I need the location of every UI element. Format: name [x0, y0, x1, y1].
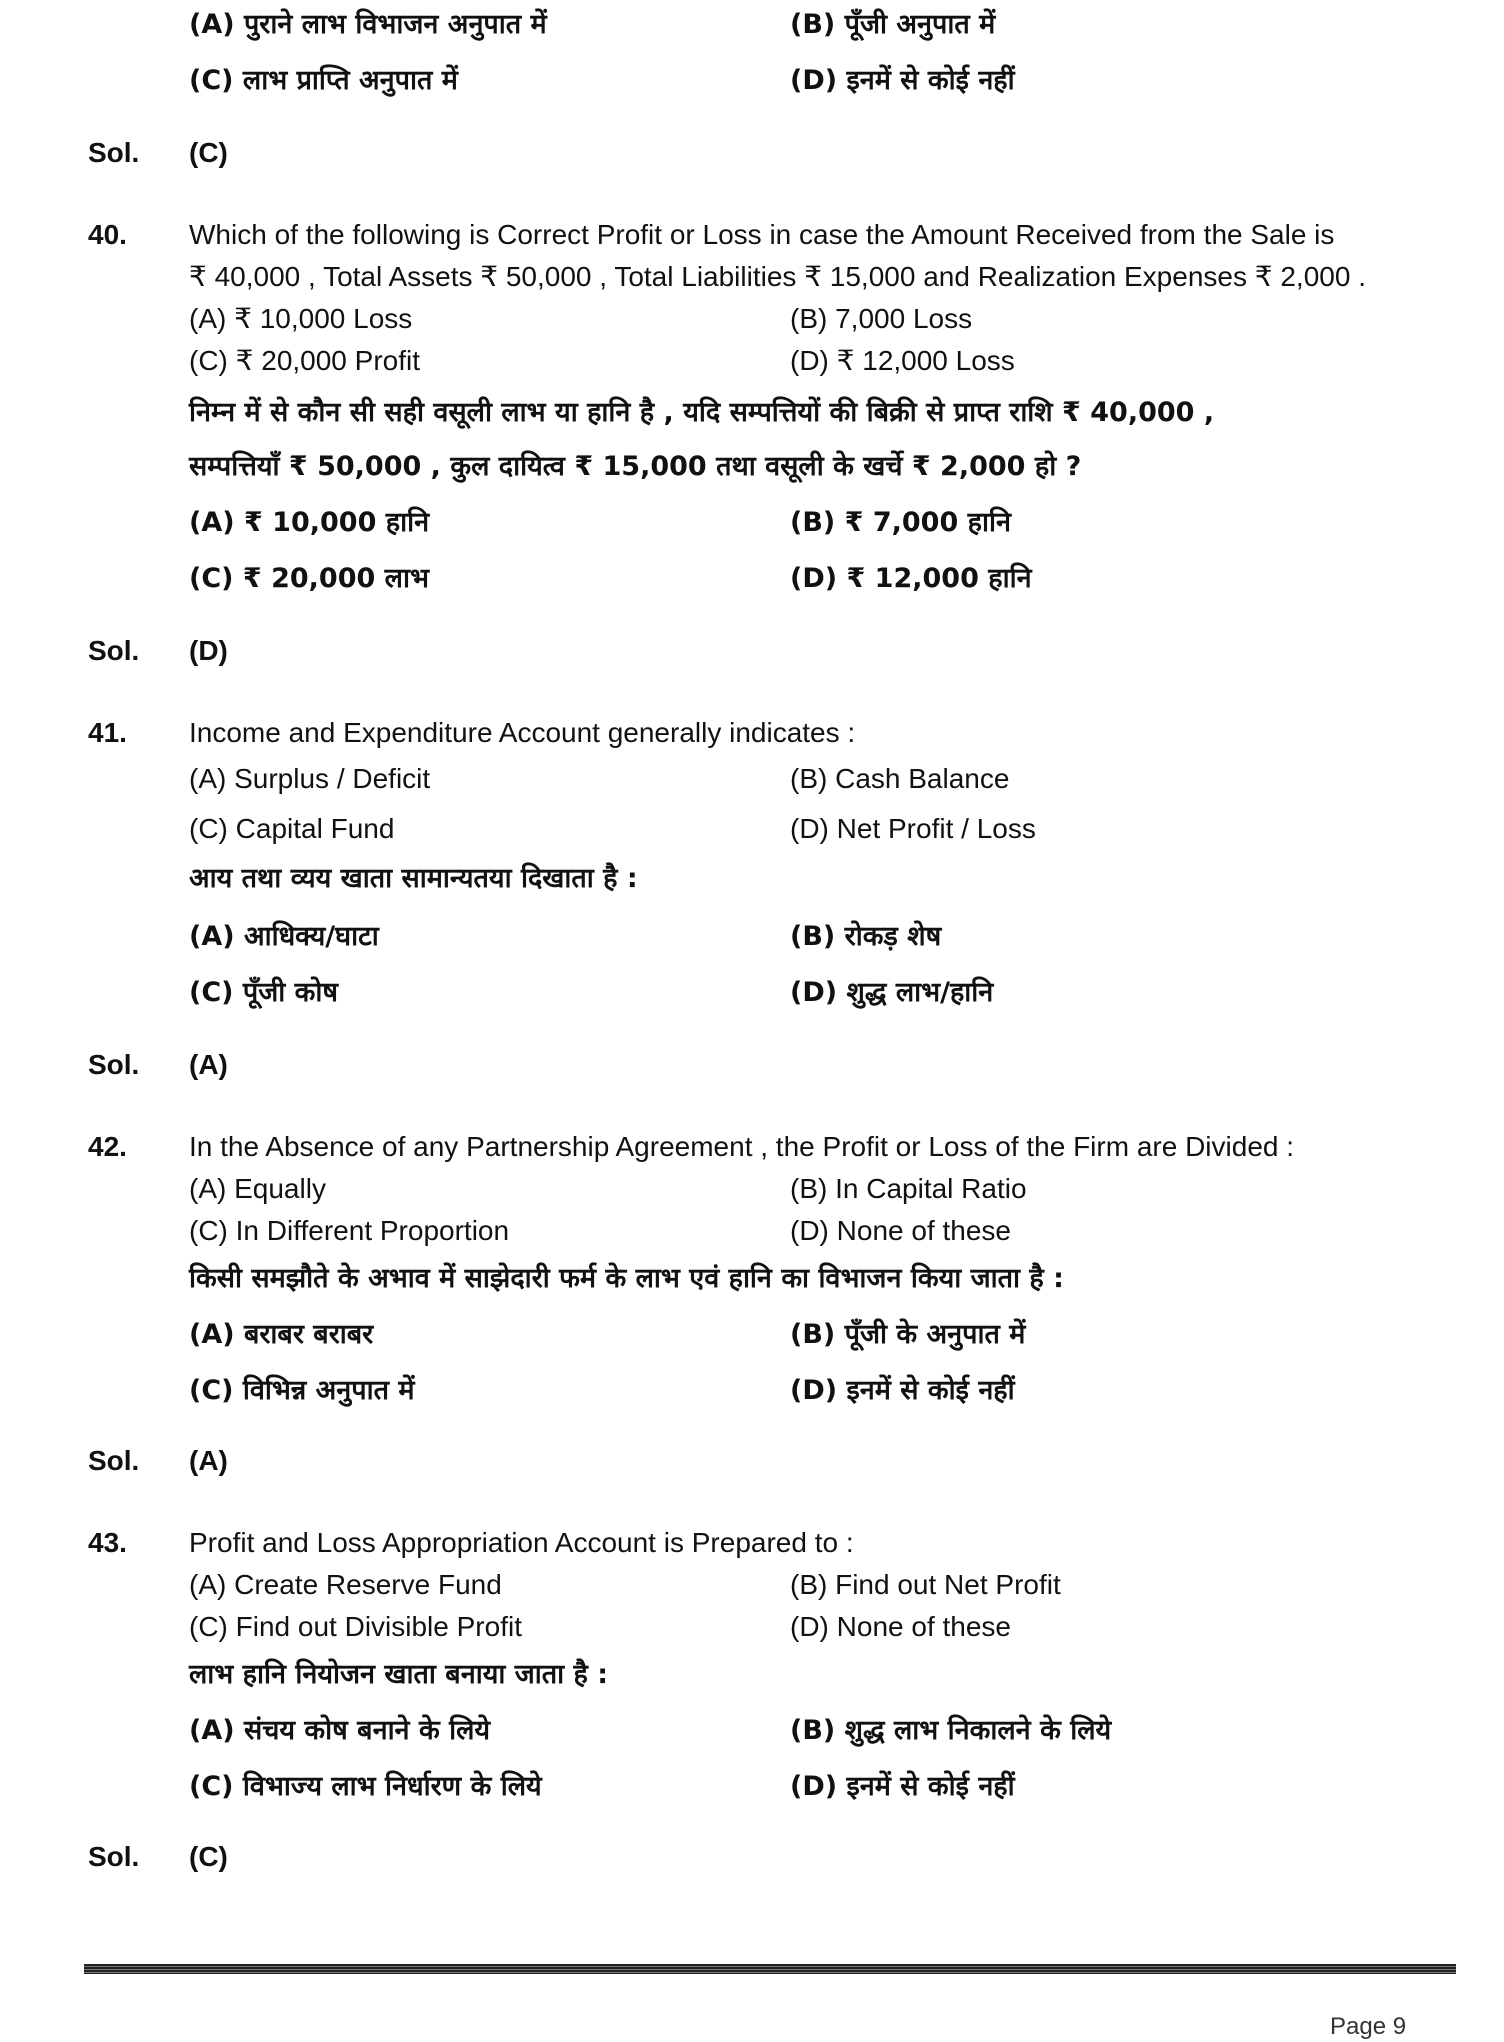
q42-sol-answer: (A) — [189, 1445, 228, 1476]
q43-hi-text: लाभ हानि नियोजन खाता बनाया जाता है : — [189, 1659, 609, 1690]
q43-en-text: Profit and Loss Appropriation Account is Prepared to : — [189, 1527, 854, 1558]
q43-en-option-c: (C) Find out Divisible Profit — [189, 1611, 522, 1642]
q42-hi-option-d: (D) इनमें से कोई नहीं — [790, 1375, 1015, 1406]
q40-hi-option-b: (B) ₹ 7,000 हानि — [790, 507, 1011, 538]
q41-en-option-b: (B) Cash Balance — [790, 763, 1010, 794]
q40-hi-option-d: (D) ₹ 12,000 हानि — [790, 563, 1032, 594]
q43-sol-label: Sol. — [88, 1841, 140, 1872]
q41-en-option-c: (C) Capital Fund — [189, 813, 395, 844]
q43-hi-option-b: (B) शुद्ध लाभ निकालने के लिये — [790, 1715, 1112, 1746]
q42-en-option-d: (D) None of these — [790, 1215, 1011, 1246]
q42-hi-text: किसी समझौते के अभाव में साझेदारी फर्म के लाभ एवं हानि का विभाजन किया जाता है : — [189, 1263, 1064, 1294]
q39-hi-option-a: (A) पुराने लाभ विभाजन अनुपात में — [189, 9, 547, 40]
q43-hi-option-c: (C) विभाज्य लाभ निर्धारण के लिये — [189, 1771, 542, 1802]
q40-hi-text-line2: सम्पत्तियाँ ₹ 50,000 , कुल दायित्व ₹ 15,000 तथा वसूली के खर्चे ₹ 2,000 हो ? — [189, 451, 1082, 482]
q43-hi-option-d: (D) इनमें से कोई नहीं — [790, 1771, 1015, 1802]
q41-hi-option-b: (B) रोकड़ शेष — [790, 921, 942, 952]
q42-number: 42. — [88, 1131, 127, 1162]
q41-hi-option-a: (A) आधिक्य/घाटा — [189, 921, 379, 952]
q40-sol-label: Sol. — [88, 635, 140, 666]
q42-hi-option-c: (C) विभिन्न अनुपात में — [189, 1375, 415, 1406]
page-number: Page 9 — [1330, 2013, 1407, 2040]
q41-number: 41. — [88, 717, 127, 748]
q42-en-option-c: (C) In Different Proportion — [189, 1215, 510, 1246]
q42-en-text: In the Absence of any Partnership Agreement , the Profit or Loss of the Firm are Divided : — [189, 1131, 1295, 1162]
q43-en-option-b: (B) Find out Net Profit — [790, 1569, 1061, 1600]
q40-en-text-line2: ₹ 40,000 , Total Assets ₹ 50,000 , Total Liabilities ₹ 15,000 and Realization Expenses ₹ 2,000 . — [189, 261, 1366, 292]
q41-en-option-a: (A) Surplus / Deficit — [189, 763, 431, 794]
q41-sol-label: Sol. — [88, 1049, 140, 1080]
footer-divider — [84, 1964, 1456, 1974]
q41-hi-text: आय तथा व्यय खाता सामान्यतया दिखाता है : — [189, 863, 638, 894]
q40-sol-answer: (D) — [189, 635, 228, 666]
q40-en-option-b: (B) 7,000 Loss — [790, 303, 973, 334]
q42-en-option-a: (A) Equally — [189, 1173, 326, 1204]
q43-en-option-a: (A) Create Reserve Fund — [189, 1569, 502, 1600]
q39-hi-option-d: (D) इनमें से कोई नहीं — [790, 65, 1015, 96]
q40-number: 40. — [88, 219, 127, 250]
q40-en-text-line1: Which of the following is Correct Profit or Loss in case the Amount Received from the Sale is — [189, 219, 1335, 250]
q43-en-option-d: (D) None of these — [790, 1611, 1011, 1642]
q40-hi-text-line1: निम्न में से कौन सी सही वसूली लाभ या हानि है , यदि सम्पत्तियों की बिक्री से प्राप्त राशि ₹ 40,000 , — [189, 397, 1215, 428]
q39-sol-answer: (C) — [189, 137, 228, 168]
q42-en-option-b: (B) In Capital Ratio — [790, 1173, 1027, 1204]
q41-hi-option-c: (C) पूँजी कोष — [189, 977, 338, 1008]
q39-hi-option-c: (C) लाभ प्राप्ति अनुपात में — [189, 65, 458, 96]
q42-sol-label: Sol. — [88, 1445, 140, 1476]
q40-en-option-c: (C) ₹ 20,000 Profit — [189, 345, 421, 376]
q40-en-option-d: (D) ₹ 12,000 Loss — [790, 345, 1015, 376]
q41-en-option-d: (D) Net Profit / Loss — [790, 813, 1036, 844]
q40-en-option-a: (A) ₹ 10,000 Loss — [189, 303, 413, 334]
q42-hi-option-b: (B) पूँजी के अनुपात में — [790, 1319, 1026, 1350]
q43-sol-answer: (C) — [189, 1841, 228, 1872]
q41-sol-answer: (A) — [189, 1049, 228, 1080]
q43-hi-option-a: (A) संचय कोष बनाने के लिये — [189, 1715, 491, 1746]
q39-hi-option-b: (B) पूँजी अनुपात में — [790, 9, 996, 40]
q39-sol-label: Sol. — [88, 137, 140, 168]
q42-hi-option-a: (A) बराबर बराबर — [189, 1319, 374, 1350]
q43-number: 43. — [88, 1527, 127, 1558]
q41-en-text: Income and Expenditure Account generally indicates : — [189, 717, 856, 748]
q41-hi-option-d: (D) शुद्ध लाभ/हानि — [790, 977, 994, 1008]
q40-hi-option-a: (A) ₹ 10,000 हानि — [189, 507, 430, 538]
q40-hi-option-c: (C) ₹ 20,000 लाभ — [189, 563, 429, 594]
